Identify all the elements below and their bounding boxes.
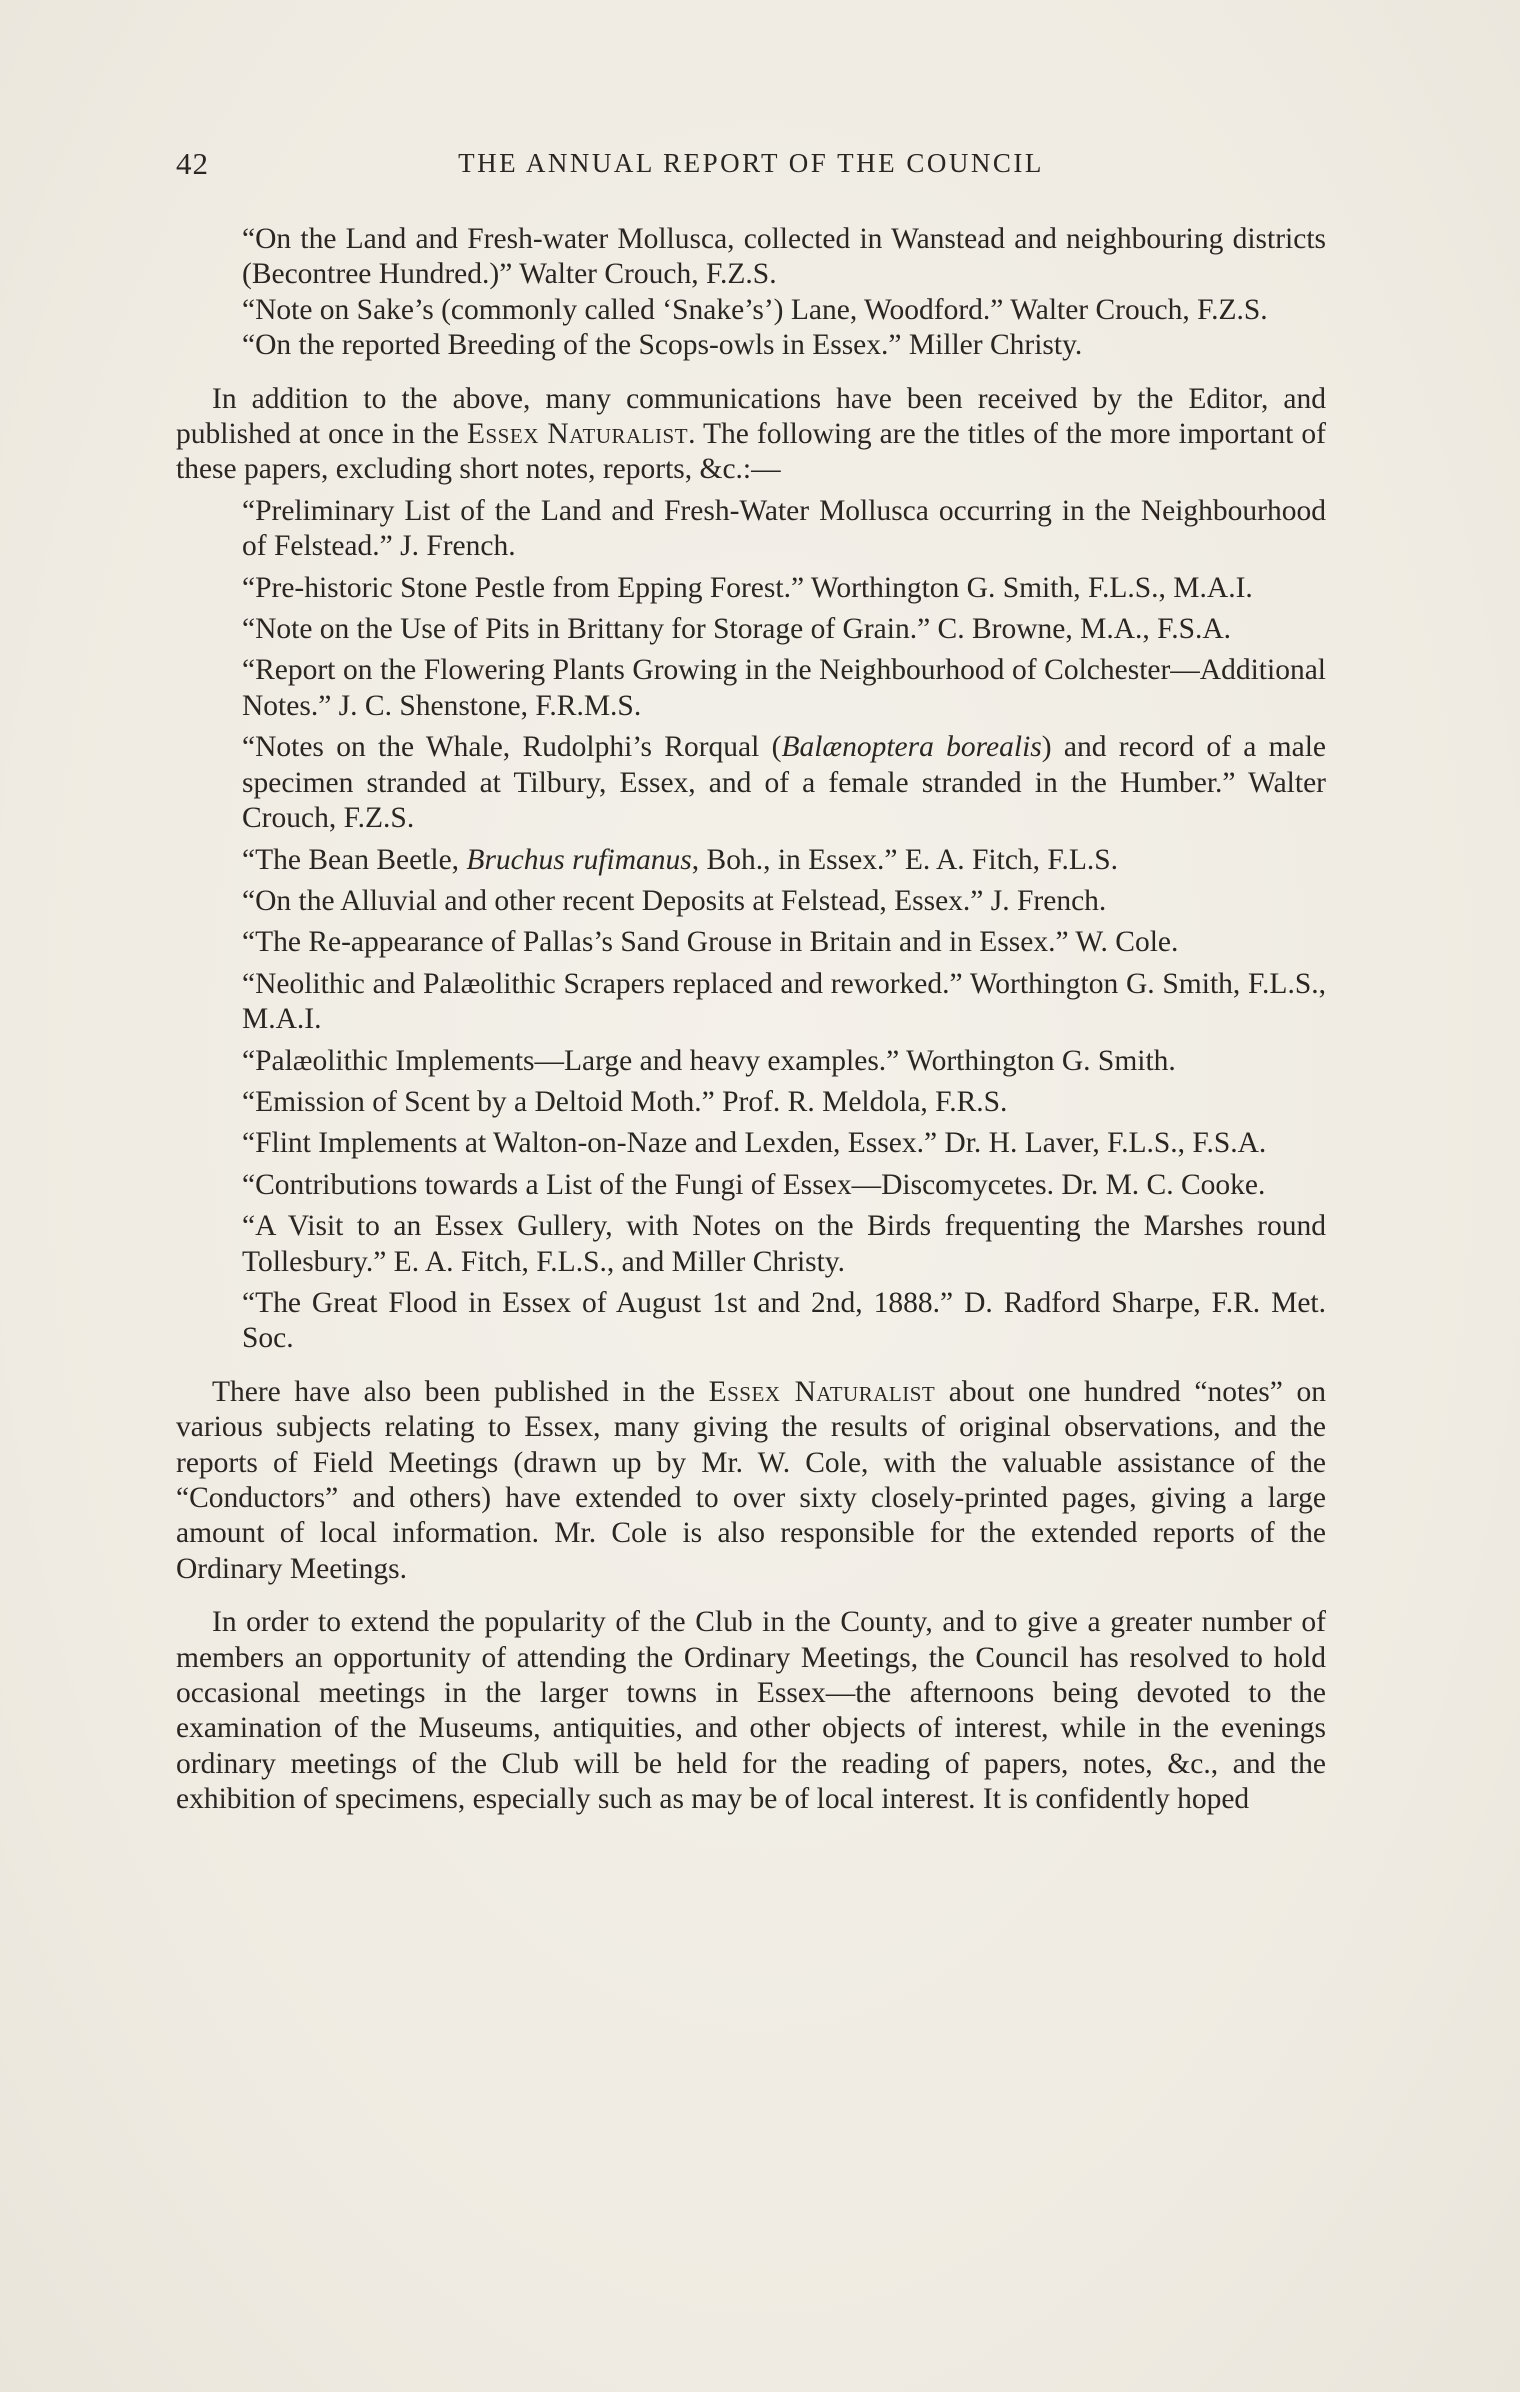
whale-after: ) and record of a male specimen stranded at Tilbury, Essex, and of a female stranded in the Humber.” Walter Crouch, F.Z.S. bbox=[242, 731, 1327, 835]
beetle-before: “The Bean Beetle, bbox=[242, 843, 467, 876]
paper-entry: “Contributions towards a List of the Fungi of Essex—Discomycetes. Dr. M. C. Cooke. bbox=[242, 1168, 1266, 1201]
paper-entry: “Note on Sake’s (commonly called ‘Snake’s’) Lane, Woodford.” Walter Crouch, F.Z.S. bbox=[242, 293, 1268, 326]
whale-before: “Notes on the Whale, Rudolphi’s Rorqual ( bbox=[242, 731, 782, 764]
intro-paragraph bbox=[176, 382, 1326, 488]
page-header bbox=[176, 146, 1326, 190]
notes-text-before: There have also been published in the bbox=[212, 1375, 709, 1408]
journal-name: Essex Naturalist bbox=[466, 418, 689, 451]
page-number: 42 bbox=[176, 146, 209, 181]
running-head: THE ANNUAL REPORT OF THE COUNCIL bbox=[458, 148, 1044, 178]
paper-entry: “On the reported Breeding of the Scops-owls in Essex.” Miller Christy. bbox=[242, 329, 1083, 362]
paper-entry: “The Re-appearance of Pallas’s Sand Grouse in Britain and in Essex.” W. Cole. bbox=[242, 926, 1179, 959]
intro-text-after: . The following are the titles of the more important of these papers, excluding short notes, reports, &c.:— bbox=[176, 418, 1326, 486]
final-paragraph: In order to extend the popularity of the Club in the County, and to give a greater number of members an opportunity of attending the Ordinary Meetings, the Council has resolved to hold occasional meetings in the larger towns in Essex—the afternoons being devoted to the examination of the Museums, antiquities, and other objects of interest, while in the evenings ordinary meetings of the Club will be held for the reading of papers, notes, &c., and the exhibition of specimens, especially such as may be of local interest. It is confidently hoped bbox=[176, 1606, 1326, 1816]
paper-entry: “On the Alluvial and other recent Deposits at Felstead, Essex.” J. French. bbox=[242, 884, 1107, 917]
whale-latin-name: Balænoptera borealis bbox=[781, 731, 1042, 764]
notes-text-after: about one hundred “notes” on various subjects relating to Essex, many giving the results of original observations, and the reports of Field Meetings (drawn up by Mr. W. Cole, with the valuable assistance of the “Conductors” and others) have extended to over sixty closely-printed pages, giving a large amount of local information. Mr. Cole is also responsible for the extended reports of the Ordinary Meetings. bbox=[176, 1375, 1326, 1585]
paper-entry: “Flint Implements at Walton-on-Naze and Lexden, Essex.” Dr. H. Laver, F.L.S., F.S.A. bbox=[242, 1127, 1267, 1160]
body-text bbox=[176, 222, 1326, 1818]
paper-entry: “A Visit to an Essex Gullery, with Notes on the Birds frequenting the Marshes round Tollesbury.” E. A. Fitch, F.L.S., and Miller Christy. bbox=[242, 1210, 1326, 1278]
paper-entry: “Neolithic and Palæolithic Scrapers replaced and reworked.” Worthington G. Smith, F.L.S., M.A.I. bbox=[242, 967, 1326, 1036]
paper-entry: “Pre-historic Stone Pestle from Epping Forest.” Worthington G. Smith, F.L.S., M.A.I. bbox=[242, 571, 1253, 604]
paper-entry: “Emission of Scent by a Deltoid Moth.” Prof. R. Meldola, F.R.S. bbox=[242, 1085, 1008, 1118]
paper-entry-beetle bbox=[176, 843, 1326, 878]
paper-entry-whale bbox=[176, 730, 1326, 836]
beetle-latin-name: Bruchus rufimanus bbox=[466, 843, 692, 876]
paper-entry: “Note on the Use of Pits in Brittany for Storage of Grain.” C. Browne, M.A., F.S.A. bbox=[242, 613, 1232, 646]
journal-name: Essex Naturalist bbox=[708, 1375, 936, 1408]
paper-entry: “The Great Flood in Essex of August 1st and 2nd, 1888.” D. Radford Sharpe, F.R. Met. Soc. bbox=[242, 1286, 1326, 1355]
intro-text-before: In addition to the above, many communications have been received by the Editor, and published at once in the bbox=[176, 382, 1326, 451]
paper-entry: “Palæolithic Implements—Large and heavy examples.” Worthington G. Smith. bbox=[242, 1044, 1176, 1077]
paper-entry: “On the Land and Fresh-water Mollusca, collected in Wanstead and neighbouring districts (Becontree Hundred.)” Walter Crouch, F.Z.S. bbox=[242, 223, 1326, 291]
paper-entry: “Report on the Flowering Plants Growing in the Neighbourhood of Colchester—Additional Notes.” J. C. Shenstone, F.R.M.S. bbox=[242, 654, 1326, 722]
paper-entry: “Preliminary List of the Land and Fresh-Water Mollusca occurring in the Neighbourhood of Felstead.” J. French. bbox=[242, 494, 1326, 563]
beetle-after: , Boh., in Essex.” E. A. Fitch, F.L.S. bbox=[691, 843, 1119, 876]
notes-paragraph bbox=[176, 1375, 1326, 1587]
